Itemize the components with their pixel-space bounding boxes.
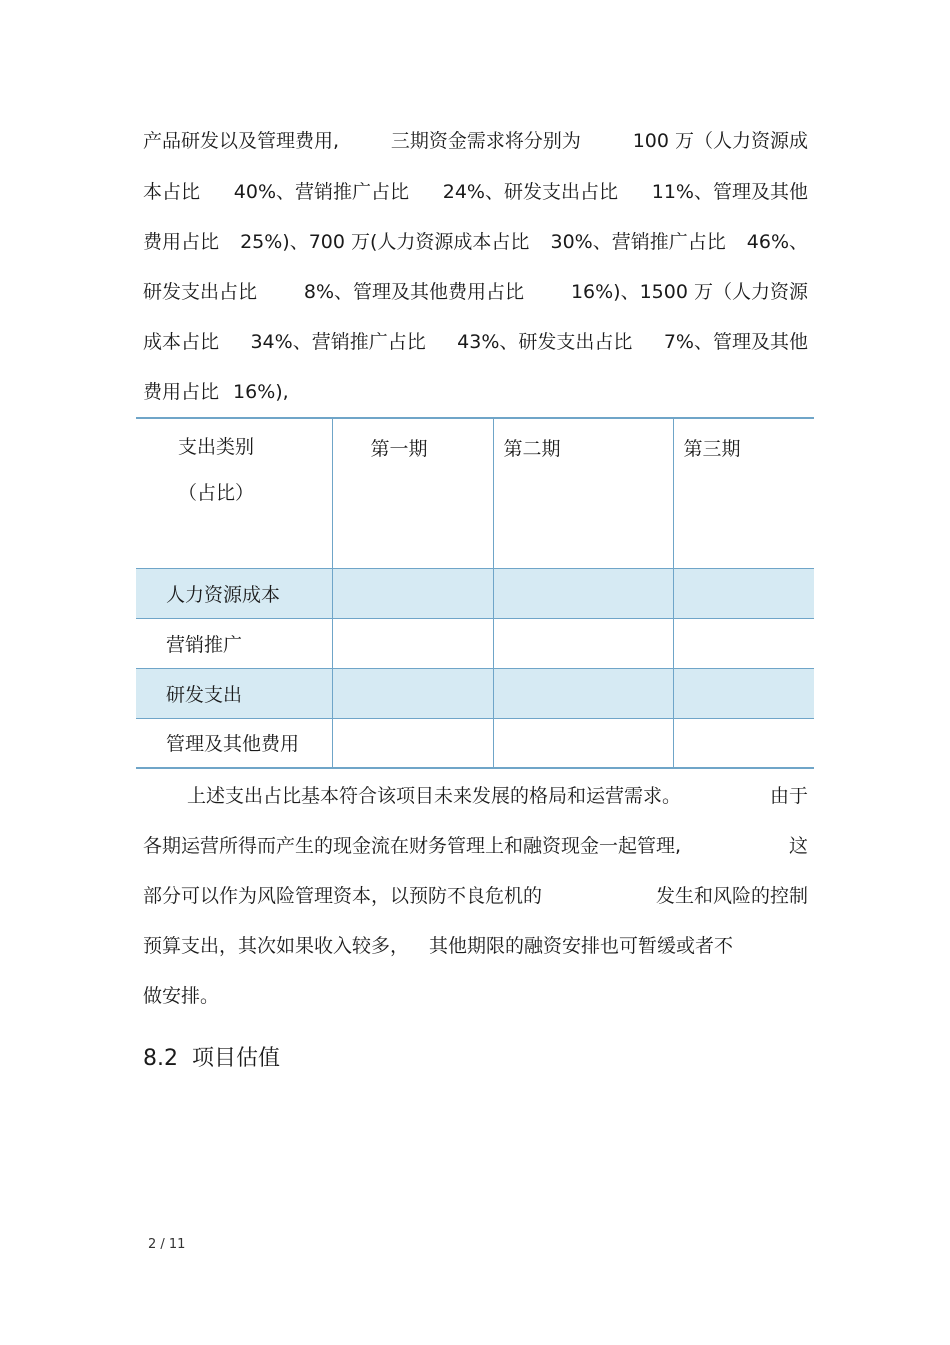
row-label: 人力资源成本 xyxy=(136,568,332,618)
para1-line-1 xyxy=(143,129,808,153)
para1-line-2 xyxy=(143,180,808,204)
table-cell xyxy=(673,568,814,618)
table-cell xyxy=(493,668,673,718)
para2-line-2 xyxy=(143,834,808,858)
row-label: 管理及其他费用 xyxy=(166,733,300,756)
text-fragment: 上述支出占比基本符合该项目未来发展的格局和运营需求。 xyxy=(187,785,682,807)
header-period-label: 第一期 xyxy=(370,438,428,460)
text-fragment: 研发支出占比 xyxy=(143,281,258,303)
para1-line-3 xyxy=(143,230,808,254)
header-period-1 xyxy=(332,418,493,568)
text-fragment: 部分可以作为风险管理资本，以预防不良危机的 xyxy=(143,885,543,907)
header-period-3 xyxy=(673,418,814,568)
text-fragment: 16%), xyxy=(233,381,289,403)
text-fragment: 发生和风险的控制 xyxy=(655,885,808,907)
text-fragment: 费用占比 xyxy=(143,381,220,403)
text-fragment: 由于 xyxy=(769,785,808,807)
header-period-label: 第三期 xyxy=(683,438,741,460)
text-fragment: 做安排。 xyxy=(143,985,220,1007)
page-number: 2 / 11 xyxy=(148,1237,186,1252)
para1-line-6 xyxy=(143,380,808,404)
text-fragment: 7%、管理及其他 xyxy=(663,331,808,353)
table-cell xyxy=(673,618,814,668)
table-cell xyxy=(332,718,493,768)
expense-ratio-table xyxy=(136,417,814,769)
para1-line-5 xyxy=(143,330,808,354)
text-fragment: 产品研发以及管理费用, xyxy=(143,130,340,152)
header-period-2 xyxy=(493,418,673,568)
table-cell xyxy=(673,668,814,718)
table-cell xyxy=(493,718,673,768)
text-fragment: 8%、管理及其他费用占比 xyxy=(303,281,525,303)
section-heading: 8.2 项目估值 xyxy=(143,1046,280,1071)
text-fragment: 16%)、1500 万（人力资源 xyxy=(570,281,808,303)
table-cell xyxy=(332,618,493,668)
para2-line-1 xyxy=(143,784,808,808)
row-label: 研发支出 xyxy=(136,668,332,718)
table-cell xyxy=(493,568,673,618)
text-fragment: 预算支出，其次如果收入较多， xyxy=(143,935,410,957)
text-fragment: 各期运营所得而产生的现金流在财务管理上和融资现金一起管理, xyxy=(143,835,682,857)
text-fragment: 100 万（人力资源成 xyxy=(632,130,808,152)
text-fragment: 11%、管理及其他 xyxy=(651,181,808,203)
table-cell xyxy=(673,718,814,768)
table-cell xyxy=(493,618,673,668)
table-row xyxy=(136,718,814,768)
para2-line-4 xyxy=(143,934,808,958)
text-fragment: 这 xyxy=(788,835,808,857)
text-fragment: 30%、营销推广占比 xyxy=(550,231,726,253)
header-category-line: 支出类别 xyxy=(177,436,254,458)
para2-line-5 xyxy=(143,984,808,1008)
text-fragment: 成本占比 xyxy=(143,331,220,353)
text-fragment: 40%、营销推广占比 xyxy=(233,181,409,203)
row-label: 营销推广 xyxy=(166,633,243,656)
table-row xyxy=(136,668,814,718)
text-fragment: 24%、研发支出占比 xyxy=(442,181,618,203)
text-fragment: 费用占比 xyxy=(143,231,220,253)
text-fragment: 46%、 xyxy=(746,231,808,253)
text-fragment: 其他期限的融资安排也可暂缓或者不 xyxy=(429,935,734,957)
table-row xyxy=(136,568,814,618)
text-fragment: 本占比 xyxy=(143,181,201,203)
header-category-line: （占比） xyxy=(177,482,254,504)
text-fragment: 25%)、700 万(人力资源成本占比 xyxy=(240,231,530,253)
para2-line-3 xyxy=(143,884,808,908)
table-cell xyxy=(332,668,493,718)
table-header-row xyxy=(136,418,814,568)
para1-line-4 xyxy=(143,280,808,304)
table-cell xyxy=(332,568,493,618)
table-row xyxy=(136,618,814,668)
text-fragment: 43%、研发支出占比 xyxy=(457,331,633,353)
header-category xyxy=(136,418,332,568)
header-period-label: 第二期 xyxy=(503,438,561,460)
text-fragment: 三期资金需求将分别为 xyxy=(390,130,581,152)
text-fragment: 34%、营销推广占比 xyxy=(250,331,426,353)
